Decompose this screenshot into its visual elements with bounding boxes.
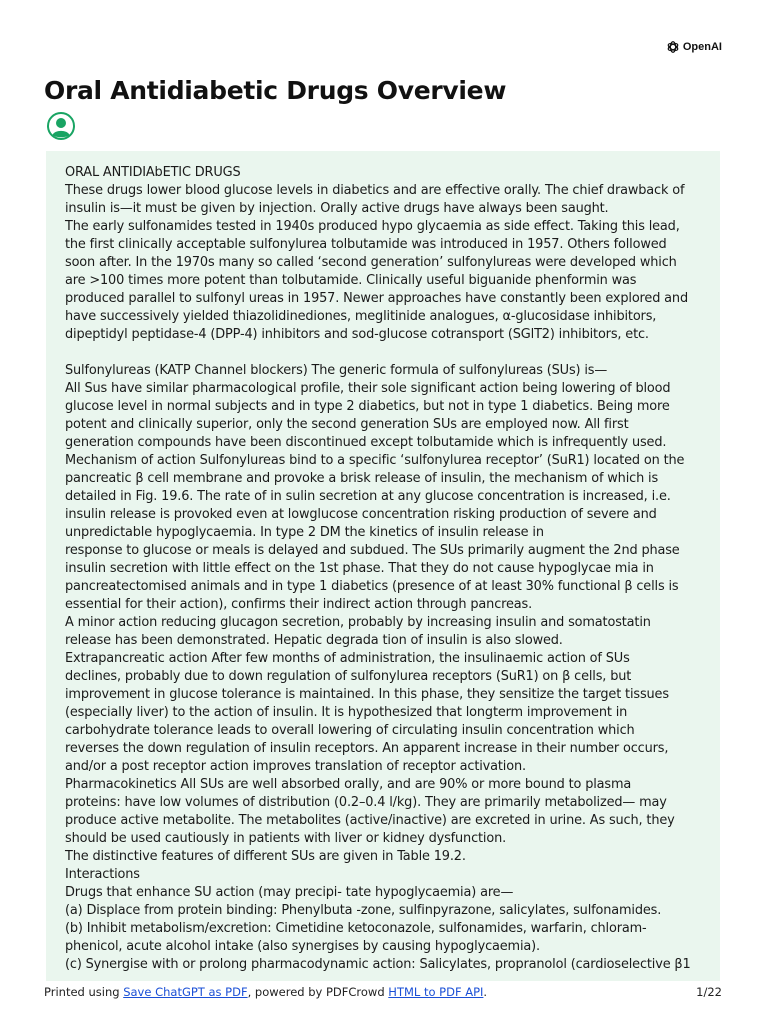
content-line: Interactions	[65, 867, 140, 882]
content-line: detailed in Fig. 19.6. The rate of in sulin secretion at any glucose concentration is increased, i.e.	[65, 489, 671, 504]
content-line: The early sulfonamides tested in 1940s produced hypo glycaemia as side effect. Taking this lead,	[65, 219, 680, 234]
content-line: glucose level in normal subjects and in type 2 diabetics, but not in type 1 diabetics. Being more	[65, 399, 670, 414]
content-line: ORAL ANTIDIAbETIC DRUGS	[65, 165, 241, 180]
content-line: These drugs lower blood glucose levels in diabetics and are effective orally. The chief drawback of	[65, 183, 685, 198]
content-line: release has been demonstrated. Hepatic degrada tion of insulin is also slowed.	[65, 633, 563, 648]
content-line: dipeptidyl peptidase-4 (DPP-4) inhibitors and sod-glucose cotransport (SGlT2) inhibitors, etc.	[65, 327, 649, 342]
content-line: the first clinically acceptable sulfonylurea tolbutamide was introduced in 1957. Others followed	[65, 237, 667, 252]
content-line: pancreatic β cell membrane and provoke a brisk release of insulin, the mechanism of which is	[65, 471, 659, 486]
content-line: declines, probably due to down regulation of sulfonylurea receptors (SuR1) on β cells, but	[65, 669, 632, 684]
content-line: soon after. In the 1970s many so called ‘second generation’ sulfonylureas were developed which	[65, 255, 677, 270]
openai-brand	[666, 40, 722, 54]
content-line: improvement in glucose tolerance is maintained. In this phase, they sensitize the target tissues	[65, 687, 669, 702]
content-line: reverses the down regulation of insulin receptors. An apparent increase in their number occurs,	[65, 741, 669, 756]
content-line: produce active metabolite. The metabolites (active/inactive) are excreted in urine. As such, they	[65, 813, 675, 828]
content-line: Drugs that enhance SU action (may precipi- tate hypoglycaemia) are—	[65, 885, 514, 900]
content-line: (b) Inhibit metabolism/excretion: Cimetidine ketoconazole, sulfonamides, warfarin, chloram-	[65, 921, 647, 936]
content-line: potent and clinically superior, only the second generation SUs are employed now. All first	[65, 417, 629, 432]
content-line: essential for their action), confirms their indirect action through pancreas.	[65, 597, 533, 612]
content-line: produced parallel to sulfonyl ureas in 1957. Newer approaches have constantly been explored and	[65, 291, 688, 306]
save-chatgpt-pdf-link[interactable]: Save ChatGPT as PDF	[123, 985, 248, 999]
content-line: Extrapancreatic action After few months of administration, the insulinaemic action of SUs	[65, 651, 630, 666]
content-line: are >100 times more potent than tolbutamide. Clinically useful biguanide phenformin was	[65, 273, 637, 288]
content-line: Pharmacokinetics All SUs are well absorbed orally, and are 90% or more bound to plasma	[65, 777, 632, 792]
content-line: insulin is—it must be given by injection. Orally active drugs have always been saught.	[65, 201, 609, 216]
content-line: carbohydrate tolerance leads to overall lowering of circulating insulin concentration which	[65, 723, 635, 738]
content-line: insulin release is provoked even at lowglucose concentration risking production of severe and	[65, 507, 657, 522]
footer-credit	[44, 985, 487, 999]
content-line: A minor action reducing glucagon secretion, probably by increasing insulin and somatostatin	[65, 615, 651, 630]
content-line: proteins: have low volumes of distribution (0.2–0.4 l/kg). They are primarily metabolized— may	[65, 795, 667, 810]
page-footer	[44, 985, 722, 999]
footer-suffix: .	[483, 985, 488, 999]
content-line: Mechanism of action Sulfonylureas bind to a specific ‘sulfonylurea receptor’ (SuR1) located on the	[65, 453, 685, 468]
content-line: (a) Displace from protein binding: Phenylbuta -zone, sulfinpyrazone, salicylates, sulfonamides.	[65, 903, 662, 918]
page-number: 1/22	[696, 985, 722, 999]
content-line: generation compounds have been discontinued except tolbutamide which is infrequently used.	[65, 435, 667, 450]
brand-name: OpenAI	[682, 41, 722, 53]
content-line: response to glucose or meals is delayed and subdued. The SUs primarily augment the 2nd phase	[65, 543, 680, 558]
openai-logo-icon	[666, 40, 680, 54]
content-line: insulin secretion with little effect on the 1st phase. That they do not cause hypoglycae mia in	[65, 561, 654, 576]
content-line: unpredictable hypoglycaemia. In type 2 DM the kinetics of insulin release in	[65, 525, 544, 540]
content-line: (especially liver) to the action of insulin. It is hypothesized that longterm improvement in	[65, 705, 628, 720]
content-line: phenicol, acute alcohol intake (also synergises by causing hypoglycaemia).	[65, 939, 540, 954]
html-to-pdf-api-link[interactable]: HTML to PDF API	[388, 985, 484, 999]
footer-prefix: Printed using	[44, 985, 124, 999]
footer-middle: , powered by PDFCrowd	[247, 985, 389, 999]
content-line: The distinctive features of different SUs are given in Table 19.2.	[65, 849, 466, 864]
page-title: Oral Antidiabetic Drugs Overview	[44, 76, 507, 105]
content-line: All Sus have similar pharmacological profile, their sole significant action being lowering of blood	[65, 381, 671, 396]
content-line: should be used cautiously in patients with liver or kidney dysfunction.	[65, 831, 507, 846]
message-content	[46, 151, 720, 981]
user-avatar-icon	[46, 111, 76, 141]
content-line: have successively yielded thiazolidinediones, meglitinide analogues, α-glucosidase inhibitors,	[65, 309, 657, 324]
content-line: and/or a post receptor action improves translation of receptor activation.	[65, 759, 526, 774]
content-line: Sulfonylureas (KATP Channel blockers) The generic formula of sulfonylureas (SUs) is—	[65, 363, 608, 378]
content-line: pancreatectomised animals and in type 1 diabetics (presence of at least 30% functional β cells is	[65, 579, 679, 594]
content-line	[65, 344, 710, 362]
content-line: (c) Synergise with or prolong pharmacodynamic action: Salicylates, propranolol (cardioselective β1	[65, 957, 691, 972]
